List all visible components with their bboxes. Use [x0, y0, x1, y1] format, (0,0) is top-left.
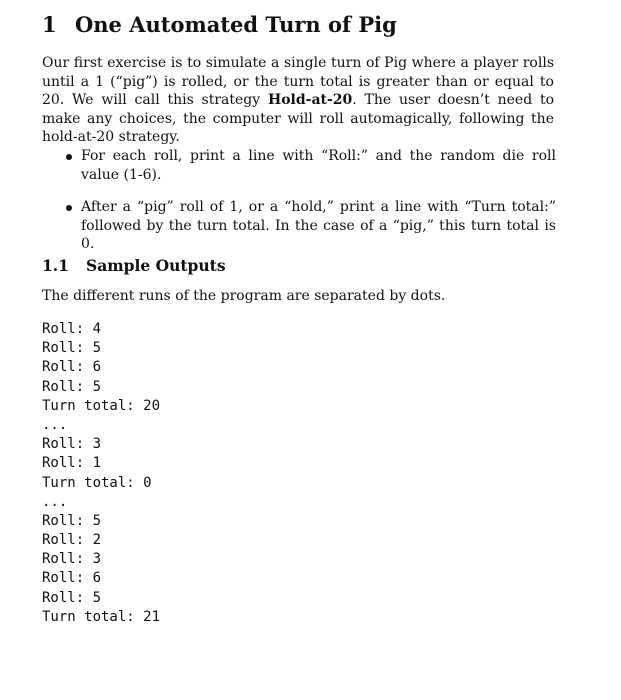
output-line: Roll: 2 [42, 532, 102, 549]
bullet-icon [66, 205, 72, 211]
output-line: Roll: 5 [42, 512, 102, 529]
list-item [66, 147, 556, 184]
output-line: Turn total: 20 [42, 397, 161, 414]
intro-paragraph [42, 54, 554, 147]
output-line: Roll: 3 [42, 551, 102, 568]
subsection-title: Sample Outputs [86, 256, 226, 275]
output-line: Turn total: 21 [42, 608, 161, 625]
output-line: Roll: 1 [42, 455, 102, 472]
intro-text-part2: . The user doesn’t need to make any choices, the computer will roll automagically, following the hold-at-20 strategy. [42, 92, 555, 145]
section-number: 1 [42, 12, 57, 37]
intro-text-part1: Our first exercise is to simulate a single turn of Pig where a player rolls until a 1 (“pig”) is rolled, or the turn total is greater than or equal to 20. We will call this strategy [42, 55, 554, 108]
sample-output-code-block [42, 320, 160, 627]
requirements-list [66, 147, 556, 268]
run-separator: ... [42, 493, 68, 510]
output-line: Roll: 6 [42, 359, 102, 376]
section-heading [42, 10, 397, 40]
list-item-text: After a “pig” roll of 1, or a “hold,” print a line with “Turn total:” followed by the turn total. In the case of a “pig,” this turn total is 0. [81, 199, 556, 252]
section-title: One Automated Turn of Pig [75, 12, 397, 37]
subsection-heading [42, 254, 226, 278]
output-line: Roll: 5 [42, 340, 102, 357]
run-separator: ... [42, 416, 68, 433]
list-item [66, 198, 556, 254]
output-line: Roll: 5 [42, 378, 102, 395]
sample-description: The different runs of the program are separated by dots. [42, 288, 446, 304]
output-line: Roll: 5 [42, 589, 102, 606]
list-item-text: For each roll, print a line with “Roll:” and the random die roll value (1-6). [81, 148, 556, 183]
subsection-number: 1.1 [42, 256, 69, 275]
output-line: Roll: 3 [42, 436, 102, 453]
output-line: Turn total: 0 [42, 474, 152, 491]
output-line: Roll: 4 [42, 321, 102, 337]
strategy-name: Hold-at-20 [267, 92, 353, 108]
bullet-icon [66, 154, 72, 160]
output-line: Roll: 6 [42, 570, 102, 587]
